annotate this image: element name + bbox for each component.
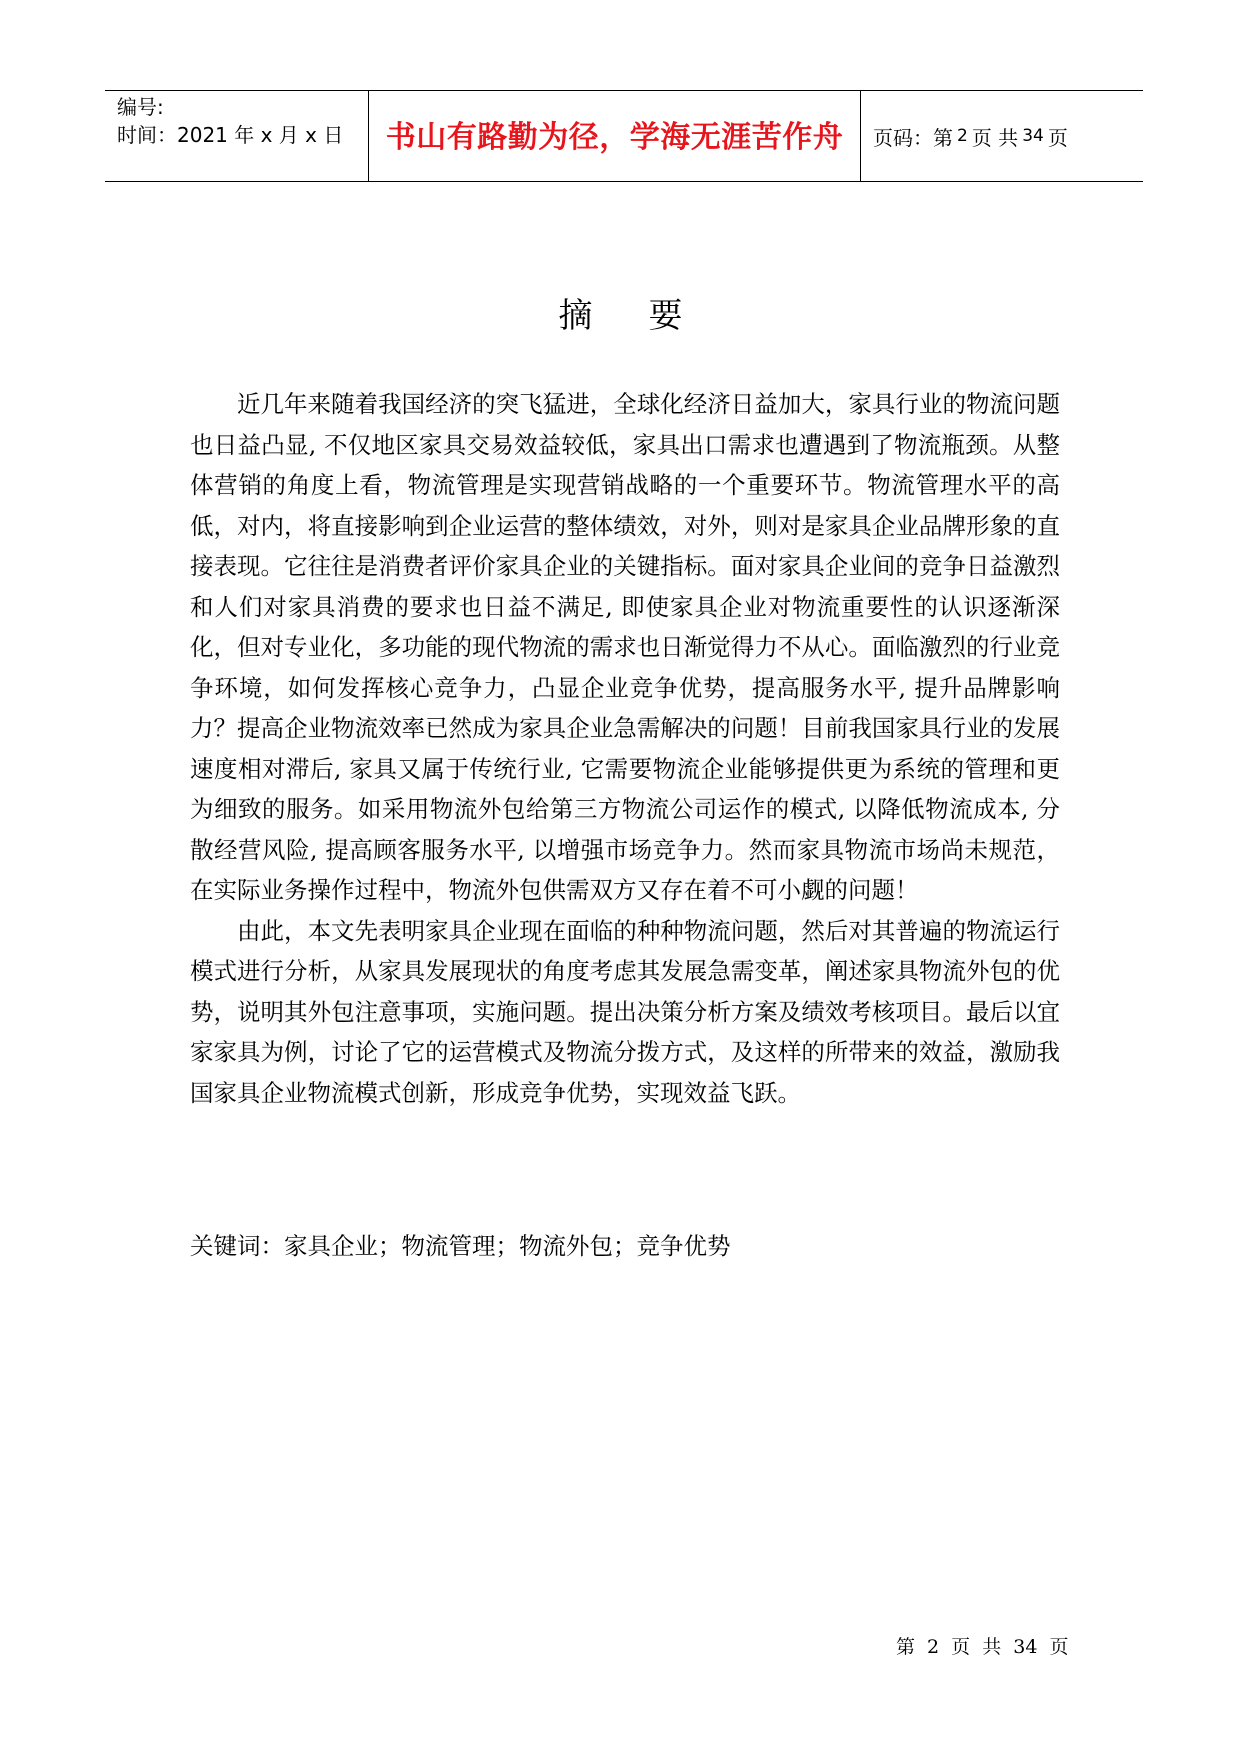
page-label-mid: 页 共 [971,125,1019,150]
page-label-suffix: 页 [1047,125,1068,150]
motto-text: 书山有路勤为径，学海无涯苦作舟 [385,120,844,155]
header-page-cell [861,91,1143,181]
abstract-title: 摘要 [558,296,739,336]
serial-number-label: 编号: [117,95,164,119]
page-footer: 第 2 页 共 34 页 [896,1636,1069,1658]
page-label-prefix: 页码：第 [873,125,953,150]
page-total: 34 [1022,126,1044,146]
keywords-label: 关键词： [190,1232,284,1260]
abstract-paragraph-2: 由此，本文先表明家具企业现在面临的种种物流问题，然后对其普遍的物流运行模式进行分析，从家具发展现状的角度考虑其发展急需变革，阐述家具物流外包的优势，说明其外包注意事项，实施问题。提出决策分析方案及绩效考核项目。最后以宜家家具为例，讨论了它的运营模式及物流分拨方式，及这样的所带来的效益，激励我国家具企业物流模式创新，形成竞争优势，实现效益飞跃。 [190,916,1060,1107]
date-label: 时间：2021 年 x 月 x 日 [117,123,344,147]
keywords-text: 家具企业；物流管理；物流外包；竞争优势 [284,1232,731,1260]
header-meta-cell [105,91,369,181]
page-current: 2 [957,126,968,146]
document-header [105,90,1143,182]
abstract-paragraph-1: 近几年来随着我国经济的突飞猛进，全球化经济日益加大，家具行业的物流问题也日益凸显, 不仅地区家具交易效益较低，家具出口需求也遭遇到了物流瓶颈。从整体营销的角度上看，物流管理是实现营销战略的一个重要环节。物流管理水平的高低，对内，将直接影响到企业运营的整体绩效，对外，则对是家具企业品牌形象的直接表现。它往往是消费者评价家具企业的关键指标。面对家具企业间的竞争日益激烈和人们对家具消费的要求也日益不满足, 即使家具企业对物流重要性的认识逐渐深化，但对专业化，多功能的现代物流的需求也日渐觉得力不从心。面临激烈的行业竞争环境，如何发挥核心竞争力，凸显企业竞争优势，提高服务水平, 提升品牌影响力？提高企业物流效率已然成为家具企业急需解决的问题！目前我国家具行业的发展速度相对滞后, 家具又属于传统行业, 它需要物流企业能够提供更为系统的管理和更为细致的服务。如采用物流外包给第三方物流公司运作的模式, 以降低物流成本, 分散经营风险, 提高顾客服务水平, 以增强市场竞争力。然而家具物流市场尚未规范，在实际业务操作过程中，物流外包供需双方又存在着不可小觑的问题！ [190,390,1060,904]
abstract-body [190,384,1060,1113]
header-motto-cell [369,91,861,181]
keywords-line [190,1226,731,1266]
